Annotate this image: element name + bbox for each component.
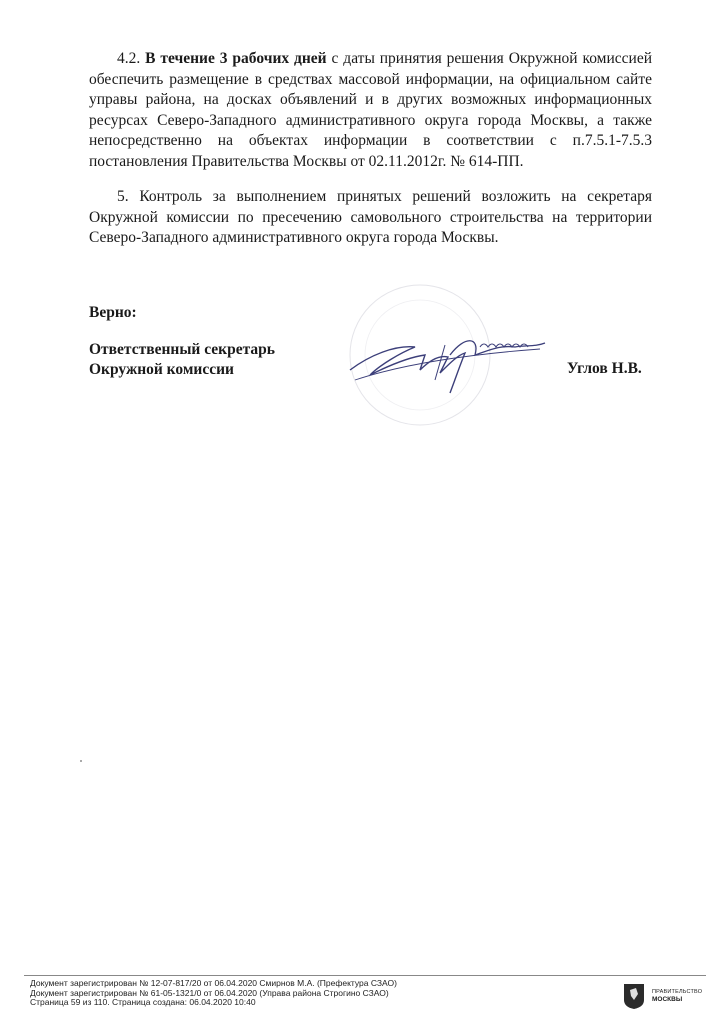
paragraph-4-2: [89, 49, 652, 172]
footer-line-2: Документ зарегистрирован № 61-05-1321/0 от 06.04.2020 (Управа района Строгино СЗАО): [30, 987, 389, 998]
footer-line-1: Документ зарегистрирован № 12-07-817/20 от 06.04.2020 Смирнов М.А. (Префектура СЗАО): [30, 978, 397, 988]
secretary-title-line1: Ответственный секретарь: [89, 341, 275, 358]
deadline-bold-text: В течение 3 рабочих дней: [145, 50, 327, 67]
moscow-government-logo: [622, 982, 702, 1010]
footer-line-3: Страница 59 из 110. Страница создана: 06.04.2020 10:40: [30, 997, 256, 1008]
paragraph-5: 5. Контроль за выполнением принятых решений возложить на секретаря Окружной комиссии по пресечению самовольного строительства на территории Северо-Западного административного округа города Москвы.: [89, 188, 652, 246]
handwritten-signature: [340, 325, 560, 400]
footer-divider: [24, 975, 706, 976]
paragraph-body: с даты принятия решения Окружной комиссией обеспечить размещение в средствах массовой информации, на официальном сайте управы района, на досках объявлений и в других возможных информационных ресурсах Северо-Западного административного округа города Москвы, а также непосредственно на объектах информации в соответствии с п.7.5.1-7.5.3 постановления Правительства Москвы от 02.11.2012г. № 614-ПП.: [89, 50, 652, 170]
registration-footer: [30, 979, 397, 1008]
scan-speck: [80, 760, 82, 762]
logo-line-2: МОСКВЫ: [652, 996, 683, 1003]
paragraph-number: 4.2.: [117, 50, 141, 67]
secretary-title-line2: Окружной комиссии: [89, 361, 234, 378]
moscow-emblem-icon: [622, 982, 646, 1010]
verno-label: Верно:: [89, 304, 137, 321]
logo-line-1: ПРАВИТЕЛЬСТВО: [652, 989, 703, 995]
secretary-name: Углов Н.В.: [567, 360, 642, 377]
